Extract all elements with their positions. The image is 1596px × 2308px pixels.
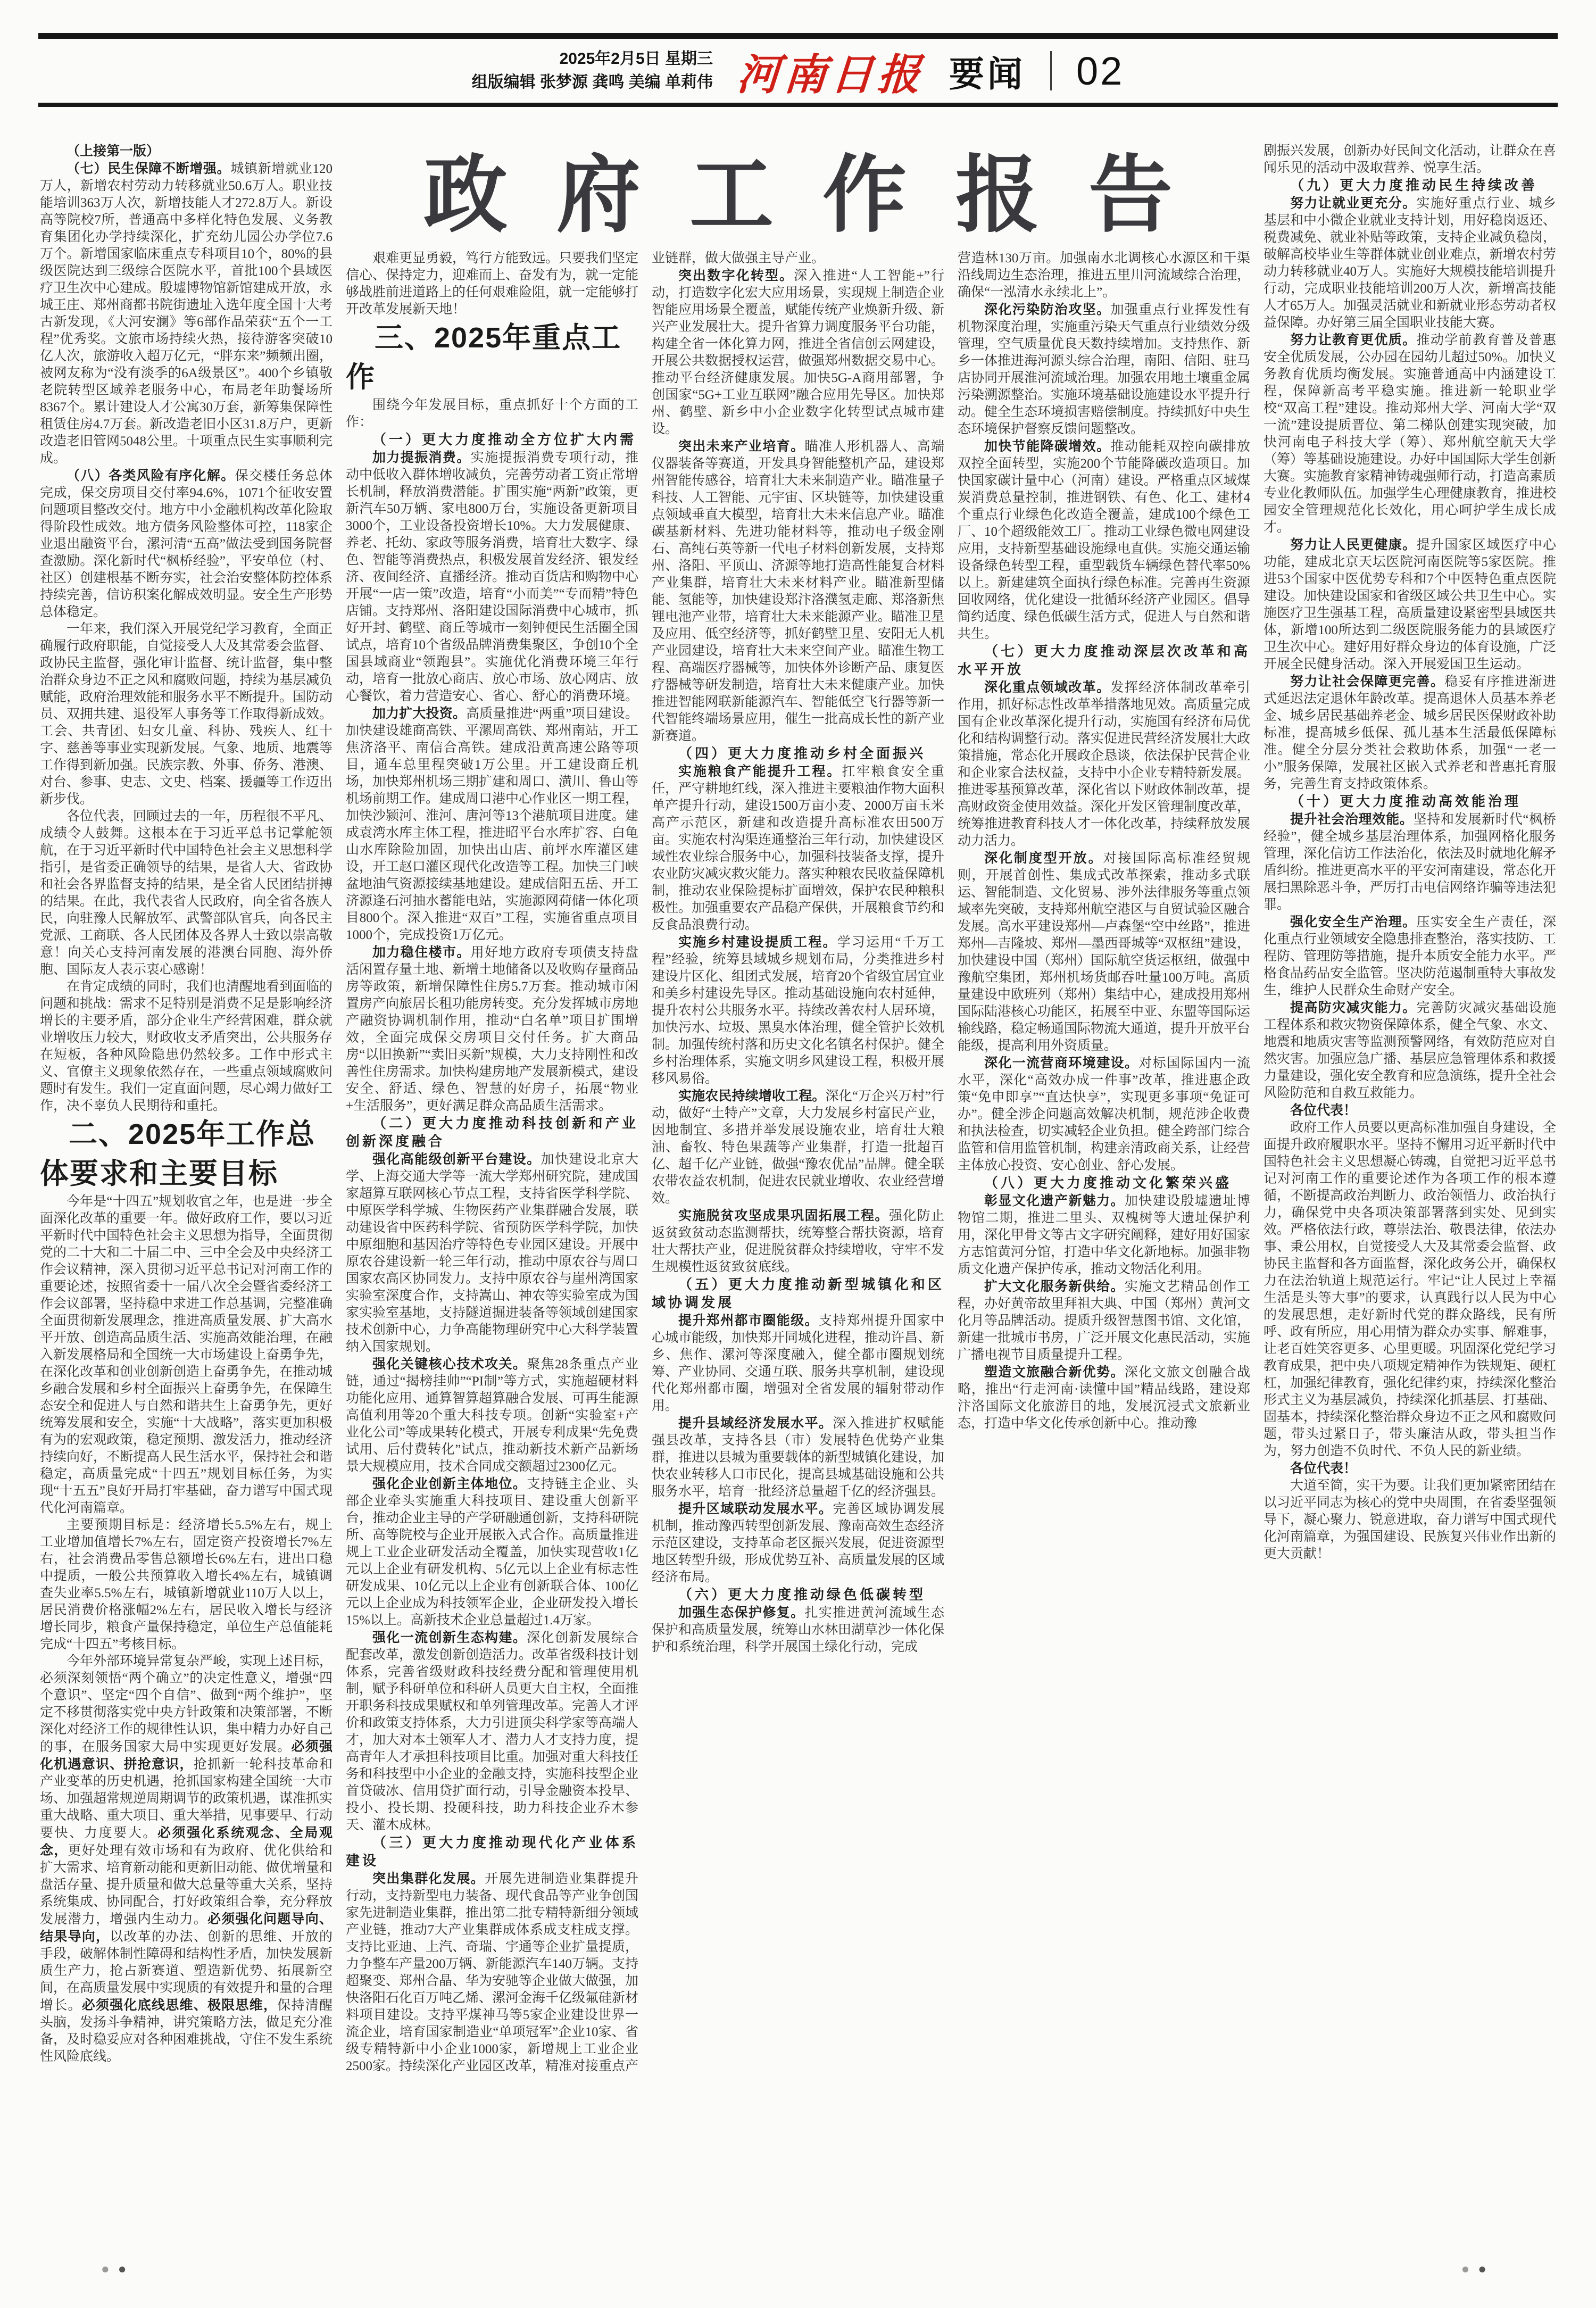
paragraph: [958, 1192, 1250, 1278]
section-heading: [346, 1834, 638, 1870]
paragraph: [1264, 1119, 1556, 1460]
paragraph: [346, 1151, 638, 1356]
body-text: （九）更大力度推动民生持续改善: [1290, 178, 1538, 193]
paragraph: [346, 1870, 638, 2075]
bold-lead: 强化安全生产治理。: [1290, 915, 1417, 929]
body-text: 一年来，我们深入开展党纪学习教育，全面正确履行政府职能，自觉接受人大及其常委会监督、政协民主监督，强化审计监督、统计监督，集中整治群众身边不正之风和腐败问题，持续为基层减负赋能，政府治理效能和服务水平不断提升。国防动员、双拥共建、退役军人事务等工作取得新成效。工会、共青团、妇女儿童、科协、残疾人、红十字、慈善等事业实现新发展。气象、地质、地震等工作得到新加强。民族宗教、外事、侨务、港澳、对台、参事、史志、文史、档案、援疆等工作迈出新步伐。: [40, 622, 332, 807]
body-text: 聚焦28条重点产业链，通过“揭榜挂帅”“PI制”等方式，实施超硬材料功能化应用、通算智算超算融合发展、可再生能源高值利用等20个重大科技专项。创新“实验室+产业化公司”等成果转化模式，开展专利成果“先免费试用、后付费转化”试点，推动新技术新产品新场景大规模应用，技术合同成交额超过2300亿元。: [346, 1357, 638, 1474]
paragraph: [346, 1629, 638, 1834]
paragraph: [40, 808, 332, 978]
body-text: 保持清醒头脑，发扬斗争精神，讲究策略方法，做足充分准备，及时稳妥应对各种困难挑战，守住不发生系统性风险底线。: [40, 1998, 332, 2064]
body-text: 用好地方政府专项债支持盘活闲置存量土地、新增土地储备以及收购存量商品房等政策，新增保障性住房5.7万套。推动城市闲置房产向旅居长租功能房转变。充分发挥城市房地产融资协调机制作用，推动“白名单”项目扩围增效，全面完成保交房项目交付任务。扩大商品房“以旧换新”“卖旧买新”规模，大力支持刚性和改善性住房需求。加快构建房地产发展新模式，建设安全、舒适、绿色、智慧的好房子，拓展“物业+生活服务”，更好满足群众高品质生活需求。: [346, 945, 638, 1113]
body-text: 稳妥有序推进渐进式延迟法定退休年龄改革。提高退休人员基本养老金、城乡居民基础养老金、城乡居民医保财政补助标准，提高城乡低保、孤儿基本生活最低保障标准。健全分层分类社会救助体系，加强“一老一小”服务保障，发展社区嵌入式养老和普惠托育服务，完善生育支持政策体系。: [1264, 675, 1556, 791]
section-heading: [652, 1586, 944, 1604]
paragraph: [958, 1364, 1250, 1432]
body-text: 业链群，做大做强主导产业。: [652, 251, 825, 265]
body-text: （一）更大力度推动全方位扩大内需: [372, 432, 637, 447]
body-text: 强化防止返贫致贫动态监测帮扶，统筹整合帮扶资源，培育壮大帮扶产业，促进脱贫群众持续增收，守牢不发生规模性返贫致贫底线。: [652, 1209, 944, 1274]
section-heading: [346, 431, 638, 449]
body-text: 支持郑州提升国家中心城市能级，加快郑开同城化进程，推动许昌、新乡、焦作、漯河等深度融入，健全都市圈规划统筹、产业协同、交通互联、服务共享机制，建设现代化郑州都市圈，增强对全省发展的辐射带动作用。: [652, 1314, 944, 1413]
body-text: 完善防灾减灾基础设施工程体系和救灾物资保障体系，健全气象、水文、地震和地质灾害等监测预警网络，有效防范应对自然灾害。加强应急广播、基层应急管理体系和救援力量建设，强化安全教育和应急演练，提升全社会风险防范和自救互救能力。: [1264, 1001, 1556, 1100]
paragraph: [652, 1415, 944, 1500]
body-text: （四）更大力度推动乡村全面振兴: [678, 746, 926, 761]
body-text: （八）更大力度推动文化繁荣兴盛: [984, 1175, 1232, 1191]
bold-lead: 扩大文化服务新供给。: [984, 1279, 1125, 1294]
bold-lead: 实施乡村建设提质工程。: [678, 935, 837, 950]
paragraph: [652, 1087, 944, 1207]
body-text: 深化文旅文创融合战略，推出“行走河南·读懂中国”精品线路，建设郑汴洛国际文化旅游目的地，发展沉浸式文旅新业态，打造中华文化传承创新中心。推动豫: [958, 1365, 1250, 1431]
bold-lead: 加力扩大投资。: [372, 706, 466, 721]
paragraph: [346, 1356, 638, 1475]
body-text: 加强重点行业挥发性有机物深度治理，实施重污染天气重点行业绩效分级管理，空气质量优良天数持续增加。支持焦作、新乡一体推进海河源头综合治理，南阳、信阳、驻马店协同开展淮河流域治理。加强农用地土壤重金属污染溯源整治。实施环境基础设施建设水平提升行动。健全生态环境损害赔偿制度。持续抓好中央生态环境保护督察反馈问题整改。: [958, 303, 1250, 436]
paragraph: [346, 1475, 638, 1629]
dot-icon: ●: [118, 2261, 135, 2277]
bold-lead: （八）各类风险有序化解。: [66, 468, 235, 483]
body-text: 今年是“十四五”规划收官之年，也是进一步全面深化改革的重要一年。做好政府工作，要以习近平新时代中国特色社会主义思想为指导，全面贯彻党的二十大和二十届二中、三中全会及中央经济工作会议精神，深入贯彻习近平总书记对河南工作的重要论述，按照省委十一届八次全会暨省委经济工作会议部署，坚持稳中求进工作总基调，完整准确全面贯彻新发展理念，推进高质量发展、扩大高水平开放、创造高品质生活、实施高效能治理，在融入新发展格局和全国统一大市场建设上奋勇争先，在深化改革和创业创新创造上奋勇争先，在推动城乡融合发展和乡村全面振兴上奋勇争先，在保障生态安全和促进人与自然和谐共生上奋勇争先，更好统筹发展和安全，实施“十大战略”，落实更加积极有为的宏观政策，稳定预期、激发活力，推动经济持续向好，不断提高人民生活水平，保持社会和谐稳定，高质量完成“十四五”规划目标任务，为实现“十五五”良好开局打牢基础，奋力谱写中国式现代化河南篇章。: [40, 1194, 332, 1515]
paragraph: [958, 1055, 1250, 1174]
paragraph: [1264, 536, 1556, 673]
bold-lead: 努力让人民更健康。: [1290, 537, 1417, 552]
body-text: 扎实推进黄河流域生态保护和高质量发展，统筹山水林田湖草沙一体化保护和系统治理，科学开展国土绿化行动，完成: [652, 1606, 944, 1654]
body-text: 今年外部环境异常复杂严峻，实现上述目标，必须深刻领悟“两个确立”的决定性意义，增强“四个意识”、坚定“四个自信”、做到“两个维护”，坚定不移贯彻落实党中央方针政策和决策部署，不断深化对经济工作的规律性认识，集中精力办好自己的事，在服务国家大局中实现更好发展。: [40, 1654, 332, 1754]
body-text: 完善区域协调发展机制，推动豫西转型创新发展、豫南高效生态经济示范区建设，支持革命老区振兴发展，促进资源型地区转型升级，形成优势互补、高质量发展的区域经济布局。: [652, 1502, 944, 1584]
bold-lead: 努力让社会保障更完善。: [1290, 674, 1445, 689]
bold-lead: 提升社会治理效能。: [1290, 812, 1414, 827]
editors-line: 组版编辑 张梦源 龚鸣 美编 单莉伟: [471, 73, 713, 91]
bold-lead: 突出数字化转型。: [678, 268, 794, 283]
bold-lead: 提高防灾减灾能力。: [1290, 1000, 1417, 1015]
body-text: 城镇新增就业120万人，新增农村劳动力转移就业50.6万人。职业技能培训363万人次，新增技能人才272.8万人。新设高等院校7所，普通高中多样化特色发展、义务教育集团化办学持续深化，扩充幼儿园公办学位7.6万个。新增国家临床重点专科项目10个，80%的县级医院达到三级综合医院水平，首批100个县域医疗卫生次中心建成。殷墟博物馆新馆建成开放，永城王庄、郑州商都书院街遗址入选年度全国十大考古新发现，《大河安澜》等6部作品荣获“五个一工程”优秀奖。文旅市场持续火热，接待游客突破10亿人次，旅游收入超万亿元，“胖东来”频频出圈，被网友称为“没有淡季的6A级景区”。400个乡镇敬老院转型区域养老服务中心，布局老年助餐场所8367个。累计建设人才公寓30万套，新筹集保障性租赁住房4.7万套。新改造老旧小区31.8万户，更新改造老旧管网5048公里。十项重点民生实事顺利完成。: [40, 162, 332, 466]
column-4: [958, 250, 1250, 2221]
body-text: 保交楼任务总体完成，保交房项目交付率94.6%，1071个征收安置问题项目整改交付。地方中小金融机构改革化险取得阶段性成效。地方债务风险整体可控，118家企业退出融资平台，漯河清“五高”做法受到国务院督查激励。深化新时代“枫桥经验”，平安单位（村、社区）创建根基不断夯实，社会治安整体防控体系持续完善，信访积案化解成效明显。安全生产形势总体稳定。: [40, 469, 332, 619]
body-text: 更好处理有效市场和有为政府、优化供给和扩大需求、培育新动能和更新旧动能、做优增量和盘活存量、提升质量和做大总量等重大关系，坚持系统集成、协同配合，打好政策组合拳，充分释放发展潜力，增强内生动力。: [40, 1844, 332, 1927]
body-text: 实施提振消费专项行动，推动中低收入群体增收减负，完善劳动者工资正常增长机制，释放消费潜能。扩围实施“两新”政策，更新汽车50万辆、家电800万台，实施设备更新项目3000个，工业设备投资增长10%。大力发展健康、养老、托幼、家政等服务消费，培育壮大数字、绿色、智能等消费热点，积极发展首发经济、银发经济、夜间经济、直播经济。推动百货店和购物中心开展“一店一策”改造，培育“小而美”“专而精”特色店铺。支持郑州、洛阳建设国际消费中心城市，抓好开封、鹤壁、商丘等城市一刻钟便民生活圈全国试点，培育10个省级品牌消费集聚区，争创10个全国县域商业“领跑县”。实施优化消费环境三年行动，培育一批放心商店、放心市场、放心网店、放心餐饮，着力营造安心、省心、舒心的消费环境。: [346, 451, 638, 703]
section-heading: [1264, 177, 1556, 195]
bold-lead: 努力让就业更充分。: [1290, 196, 1417, 211]
paragraph: [346, 397, 638, 431]
paragraph: [652, 1500, 944, 1586]
body-text: 各位代表，回顾过去的一年，历程很不平凡、成绩令人鼓舞。这根本在于习近平总书记掌舵领航，在于习近平新时代中国特色社会主义思想科学指引，是省委正确领导的结果，是省人大、省政协和社会各界监督支持的结果，是全省人民团结拼搏的结果。在此，我代表省人民政府，向全省各族人民，向驻豫人民解放军、武警部队官兵，向各民主党派、工商联、各人民团体及各界人士致以崇高敬意！向关心支持河南发展的港澳台同胞、海外侨胞、国际友人表示衷心感谢！: [40, 809, 332, 977]
paragraph: [40, 160, 332, 467]
paragraph: [958, 850, 1250, 1055]
body-text: 提升国家区域医疗中心功能，建成北京天坛医院河南医院等5家医院。推进53个国家中医优势专科和7个中医特色重点医院建设。加快建设国家和省级区域公共卫生中心。实施医疗卫生强基工程，高质量建设紧密型县域医共体，新增100所达到二级医院服务能力的县域医疗卫生次中心。建好用好群众身边的体育设施，广泛开展全民健身活动。深入开展爱国卫生运动。: [1264, 538, 1556, 671]
header-divider: [1050, 51, 1052, 90]
body-text: 推动学前教育普及普惠安全优质发展，公办园在园幼儿超过50%。加快义务教育优质均衡发展。实施普通高中内涵建设工程，保障新高考平稳实施。推进新一轮职业学校“双高工程”建设。推动郑州大学、河南大学“双一流”建设提质晋位、第二梯队创建实现突破，加快河南电子科技大学（筹）、郑州航空航天大学（筹）等基础设施建设。办好中国国际大学生创新大赛。实施教育家精神铸魂强师行动，打造高素质专业化教师队伍。加强学生心理健康教育，推进校园安全管理规范化长效化，用心呵护学生成长成才。: [1264, 333, 1556, 535]
bold-lead: 加力稳住楼市。: [372, 945, 471, 960]
bold-lead: 必须强化问题导向、结果导向，: [40, 1912, 332, 1944]
body-text: 对标国际国内一流水平，深化“高效办成一件事”改革，推进惠企政策“免申即享”“直达快享”，实现更多事项“免证可办”。健全涉企问题高效解决机制，规范涉企收费和执法检查，切实减轻企业负担。健全跨部门综合监管和信用监管机制，构建亲清政商关系，让经营主体放心投资、安心创业、舒心发展。: [958, 1056, 1250, 1173]
bold-lead: 深化制度型开放。: [984, 851, 1103, 866]
bold-lead: 提升区域联动发展水平。: [678, 1501, 833, 1516]
paragraph: [40, 621, 332, 808]
bold-lead: 深化污染防治攻坚。: [984, 302, 1111, 317]
body-text: 压实安全生产责任，深化重点行业领域安全隐患排查整治，落实技防、工程防、管理防等措施，提升本质安全能力水平。严格食品药品安全监管。坚决防范遏制重特大事故发生，维护人民群众生命财产安全。: [1264, 915, 1556, 998]
bold-lead: （上接第一版）: [66, 144, 160, 159]
body-text: 高质量推进“两重”项目建设。加快建设雄商高铁、平漯周高铁、郑州南站，开工焦济洛平、南信合高铁。建成沿黄高速公路等项目，通车总里程突破1万公里。开工建设商丘机场，加快郑州机场三期扩建和周口、潢川、鲁山等机场前期工作。建成周口港中心作业区一期工程，加快沙颍河、淮河、唐河等13个港航项目进度。建成袁湾水库主体工程，推进昭平台水库扩容、白龟山水库除险加固，加快出山店、前坪水库灌区建设，开工赵口灌区现代化改造等工程。加快三门峡盆地油气资源接续基地建设。建成信阳五岳、开工济源逢石河抽水蓄能电站，实施源网荷储一体化项目800个。深入推进“双百”工程，实施省重点项目1000个，完成投资1万亿元。: [346, 707, 638, 942]
dot-icon: ●: [1461, 2261, 1478, 2277]
body-text: 营造林130万亩。加强南水北调核心水源区和干渠沿线周边生态治理，推进五里川河流域综合治理，确保“一泓清水永续北上”。: [958, 251, 1250, 300]
section-heading: [652, 1276, 944, 1312]
body-text: 坚持和发展新时代“枫桥经验”，健全城乡基层治理体系，加强网格化服务管理，深化信访工作法治化，依法及时就地化解矛盾纠纷。推进更高水平的平安河南建设，常态化开展扫黑除恶斗争，严厉打击电信网络诈骗等违法犯罪。: [1264, 812, 1556, 912]
body-text: 学习运用“千万工程”经验，统筹县域城乡规划布局，分类推进乡村建设片区化、组团式发展，培育20个省级宜居宜业和美乡村建设先导区。推动基础设施向农村延伸，提升农村公共服务水平。持续改善农村人居环境，加快污水、垃圾、黑臭水体治理，健全管护长效机制。加强传统村落和历史文化名镇名村保护。健全乡村治理体系，实施文明乡风建设工程，积极开展移风易俗。: [652, 935, 944, 1086]
paragraph: [1264, 195, 1556, 331]
body-text: 大道至简，实干为要。让我们更加紧密团结在以习近平同志为核心的党中央周围，在省委坚强领导下，凝心聚力、锐意进取，奋力谱写中国式现代化河南篇章，为强国建设、民族复兴伟业作出新的更大贡献！: [1264, 1479, 1556, 1561]
dot-icon: ●: [101, 2261, 118, 2277]
paragraph: [40, 978, 332, 1115]
body-text: 对接国际高标准经贸规则，开展首创性、集成式改革探索，推动多式联运、智能制造、文化贸易、涉外法律服务等重点领域率先突破，支持郑州航空港区与自贸试验区融合发展。高水平建设郑州—卢森堡“空中丝路”，推进郑州—吉隆坡、郑州—墨西哥城等“双枢纽”建设，加快建设中国（郑州）国际航空货运枢纽，做强中豫航空集团，郑州机场货邮吞吐量100万吨。高质量建设中欧班列（郑州）集结中心，建成投用郑州国际陆港核心功能区，拓展至中亚、东盟等国际运输线路，稳定畅通国际物流大通道，提升开放平台能级，提高利用外资质量。: [958, 851, 1250, 1053]
article-title: 政府工作报告: [423, 148, 1221, 242]
section-label: 要闻: [949, 54, 1026, 94]
bold-lead: 塑造文旅融合新优势。: [984, 1365, 1125, 1380]
bold-lead: 突出未来产业培育。: [678, 439, 805, 454]
paragraph: [1264, 999, 1556, 1102]
bold-lead: （七）民生保障不断增强。: [66, 161, 231, 176]
bold-lead: 必须强化机遇意识、拼抢意识，: [40, 1739, 332, 1772]
bold-lead: 实施农民持续增收工程。: [678, 1089, 826, 1103]
paragraph: [958, 679, 1250, 850]
bold-lead: 实施粮食产能提升工程。: [678, 764, 842, 779]
paragraph: [958, 1278, 1250, 1364]
paragraph: [958, 301, 1250, 438]
body-text: 主要预期目标是：经济增长5.5%左右，规上工业增加值增长7%左右，固定资产投资增长7%左右，社会消费品零售总额增长6%左右，进出口稳中提质，一般公共预算收入增长4%左右，城镇调查失业率5.5%左右，城镇新增就业110万人以上，居民消费价格涨幅2%左右，居民收入增长与经济增长同步，粮食产量保持稳定，单位生产总值能耗完成“十四五”考核目标。: [40, 1518, 332, 1651]
paragraph: [1264, 1102, 1556, 1119]
section-heading: [346, 1115, 638, 1151]
body-text: 发挥经济体制改革牵引作用，抓好标志性改革举措落地见效。高质量完成国有企业改革深化提升行动，实施国有经济布局优化和结构调整行动。落实促进民营经济发展壮大政策措施，常态化开展政企恳谈，依法保护民营企业和企业家合法权益，支持中小企业专精特新发展。推进零基预算改革，深化省以下财政体制改革，提高财政资金使用效益。深化开发区管理制度改革，统筹推进教育科技人才一体化改革，持续释放发展动力活力。: [958, 680, 1250, 848]
bold-lead: 加快节能降碳增效。: [984, 439, 1111, 454]
body-text: 三、2025年重点工作: [346, 322, 622, 393]
bold-lead: 各位代表！: [1290, 1461, 1357, 1476]
paragraph: [1264, 914, 1556, 999]
bold-lead: 努力让教育更优质。: [1290, 333, 1417, 347]
body-text: 深入推进扩权赋能强县改革，支持各县（市）发展特色优势产业集群，推进以县城为重要载体的新型城镇化建设，加快农业转移人口市民化，提高县城基础设施和公共服务水平，培育一批经济总量超千亿的经济强县。: [652, 1416, 944, 1499]
bold-lead: 强化一流创新生态构建。: [372, 1630, 527, 1645]
masthead-logo: 河南日报: [735, 49, 926, 99]
bold-lead: 提升县域经济发展水平。: [678, 1416, 833, 1431]
paragraph: [652, 250, 944, 267]
bold-lead: 强化关键核心技术攻关。: [372, 1357, 527, 1372]
section-heading: [1264, 793, 1556, 811]
paragraph: [652, 1207, 944, 1276]
bold-lead: 必须强化系统观念、全局观念，: [40, 1825, 332, 1858]
bold-lead: 彰显文化遗产新魅力。: [984, 1193, 1125, 1208]
body-text: 以改革的办法、创新的思维、开放的手段，破解体制性障碍和结构性矛盾，加快发展新质生产力，抢占新赛道、塑造新优势、拓展新空间，在高质量发展中实现质的有效提升和量的合理增长。: [40, 1930, 332, 2013]
paragraph: [346, 944, 638, 1115]
bold-lead: 提升郑州都市圈能级。: [678, 1313, 819, 1328]
paragraph: [346, 250, 638, 318]
paragraph: [652, 1604, 944, 1656]
paragraph: [652, 438, 944, 745]
body-text: 在肯定成绩的同时，我们也清醒地看到面临的问题和挑战：需求不足特别是消费不足是影响经济增长的主要矛盾，部分企业生产经营困难，群众就业增收压力较大，财政收支矛盾突出，公共服务存在短板，各种风险隐患仍然较多。工作中形式主义、官僚主义现象依然存在，一些重点领域腐败问题时有发生。我们一定直面问题，尽心竭力做好工作，决不辜负人民期待和重托。: [40, 979, 332, 1113]
paragraph: [1264, 143, 1556, 177]
paragraph: [652, 1312, 944, 1415]
page-number: 02: [1076, 48, 1125, 93]
bold-lead: 各位代表！: [1290, 1103, 1357, 1118]
column-1: [40, 143, 332, 2221]
paragraph: [1264, 1460, 1556, 1477]
column-2: [346, 250, 638, 2221]
paragraph: [40, 143, 332, 160]
paragraph: [346, 449, 638, 705]
paragraph: [1264, 673, 1556, 793]
section-heading: [40, 1115, 332, 1193]
section-heading: [346, 318, 638, 397]
body-text: 实施好重点行业、城乡基层和中小微企业就业支持计划，用好稳岗返还、税费减免、就业补贴等政策，支持企业减负稳岗，破解高校毕业生等群体就业创业难点，新增农村劳动力转移就业40万人。实施好大规模技能培训提升行动，完成职业技能培训200万人次，新增高技能人才65万人。加强灵活就业和新就业形态劳动者权益保障。办好第三届全国职业技能大赛。: [1264, 196, 1556, 330]
body-text: （十）更大力度推动高效能治理: [1290, 794, 1522, 809]
paragraph: [1264, 331, 1556, 536]
body-text: 开展先进制造业集群提升行动，支持新型电力装备、现代食品等产业争创国家先进制造业集群，推出第二批专精特新细分领域产业链，推动7大产业集群成体系成支柱成支撑。支持比亚迪、上汽、奇瑞、宇通等企业扩量提质，力争整车产量200万辆、新能源汽车140万辆。支持超聚变、郑州合晶、华为安驰等企业做大做强，加快洛阳石化百万吨乙烯、漯河金海千亿级氟硅新材料项目建设。支持平煤神马等5家企业建设世界一流企业，培育国家制造业“单项冠军”企业10家、省级专精特新中小企业1000家，新增规上工业企业2500家。持续深化产业园区改革，精准对接重点产: [346, 1872, 638, 2073]
body-text: （三）更大力度推动现代化产业体系建设: [346, 1835, 638, 1869]
body-text: 政府工作人员要以更高标准加强自身建设，全面提升政府履职水平。坚持不懈用习近平新时代中国特色社会主义思想凝心铸魂，自觉把习近平总书记对河南工作的重要论述作为各项工作的根本遵循，不断提高政治判断力、政治领悟力、政治执行力，确保党中央各项决策部署落到实处、见到实效。严格依法行政，尊崇法治、敬畏法律，依法办事、秉公用权，自觉接受人大及其常委会监督、政协民主监督和各方面监督，深化政务公开，确保权力在法治轨道上规范运行。牢记“让人民过上幸福生活是头等大事”的要求，认真践行以人民为中心的发展思想，走好新时代党的群众路线，民有所呼、政有所应，用心用情为群众办实事、解难事，让老百姓笑容更多、心里更暖。巩固深化党纪学习教育成果，把中央八项规定精神作为铁规矩、硬杠杠，加强纪律教育，强化纪律约束，持续深化整治形式主义为基层减负，持续深化抓基层、打基础、固基本，持续深化整治群众身边不正之风和腐败问题，带头过紧日子，带头廉洁从政，带头担当作为，努力创造不负时代、不负人民的新业绩。: [1264, 1120, 1556, 1458]
paragraph: [652, 763, 944, 934]
paragraph: [652, 267, 944, 438]
body-text: 瞄准人形机器人、高端仪器装备等赛道，开发具身智能整机产品，建设郑州智能传感谷，培育壮大未来制造产业。瞄准量子科技、人工智能、元宇宙、区块链等，加快建设重点领域垂直大模型，培育壮大未来信息产业。瞄准碳基新材料、先进功能材料等，推动电子级金刚石、高纯石英等新一代电子材料创新发展，支持郑州、洛阳、平顶山、济源等地打造高性能复合材料产业集群，培育壮大未来材料产业。瞄准新型储能、氢能等，加快建设郑汴洛濮氢走廊、郑洛新焦锂电池产业带，培育壮大未来能源产业。瞄准卫星及应用、低空经济等，抓好鹤壁卫星、安阳无人机产业园建设，培育壮大未来空间产业。瞄准生物工程、高端医疗器械等，加快体外诊断产品、康复医疗器械等研发制造，培育壮大未来健康产业。加快推进智能网联新能源汽车、智能低空飞行器等新一代智能终端场景应用，催生一批高成长性的新产业新赛道。: [652, 439, 944, 743]
body-text: （五）更大力度推动新型城镇化和区域协调发展: [652, 1277, 944, 1310]
paragraph: [958, 250, 1250, 301]
body-text: （二）更大力度推动科技创新和产业创新深度融合: [346, 1116, 638, 1149]
body-text: 扛牢粮食安全重任，严守耕地红线，深入推进主要粮油作物大面积单产提升行动，建设1500万亩小麦、2000万亩玉米高产示范区，新建和改造提升高标准农田500万亩。实施农村沟渠连通整治三年行动，加快建设区域性农业综合服务中心，加强科技装备支撑，提升农业防灾减灾救灾能力。落实种粮农民收益保障机制，推动农业保险提标扩面增效，保护农民种粮积极性。加强重要农产品稳产保供，开展粮食节约和反食品浪费行动。: [652, 765, 944, 932]
section-heading: [958, 643, 1250, 679]
body-text: 加快建设北京大学、上海交通大学等一流大学郑州研究院，建成国家超算互联网核心节点工程，支持省医学科学院、中原医学科学城、生物医药产业集群融合发展，联动建设省中医药科学院、省预防医学科学院，加快中原细胞和基因治疗等特色专业园区建设。开展中原农谷建设新一轮三年行动，推动中原农谷与周口国家农高区协同发力。支持中原农谷与崖州湾国家实验室深度合作，支持嵩山、神农等实验室成为国家实验室基地，支持隧道掘进装备等领域创建国家技术创新中心，力争高能物理研究中心大科学装置纳入国家规划。: [346, 1152, 638, 1354]
paragraph: [40, 467, 332, 621]
body-text: 剧振兴发展，创新办好民间文化活动，让群众在喜闻乐见的活动中汲取营养、悦享生活。: [1264, 144, 1556, 175]
body-text: 艰难更显勇毅，笃行方能致远。只要我们坚定信心、保持定力，迎难而上、奋发有为，就一定能够战胜前进道路上的任何艰难险阻，就一定能够打开改革发展新天地！: [346, 251, 638, 317]
paragraph: [1264, 1477, 1556, 1563]
bold-lead: 必须强化底线思维、极限思维，: [81, 1998, 278, 2013]
bold-lead: 强化企业创新主体地位。: [372, 1476, 527, 1491]
bold-lead: 强化高能级创新平台建设。: [372, 1152, 541, 1167]
body-text: 支持链主企业、头部企业牵头实施重大科技项目、建设重大创新平台，推动企业主导的产学研融通创新，支持科研院所、高等院校与企业开展嵌入式合作。高质量推进规上工业企业研发活动全覆盖，加快实现营收1亿元以上企业有研发机构、5亿元以上企业有标志性研发成果、10亿元以上企业有创新联合体、100亿元以上企业成为科技领军企业，企业研发投入增长15%以上。高新技术企业总量超过1.4万家。: [346, 1477, 638, 1628]
section-heading: [958, 1174, 1250, 1192]
column-5: [1264, 143, 1556, 2221]
page-header: [38, 33, 1558, 107]
body-text: （六）更大力度推动绿色低碳转型: [678, 1587, 926, 1603]
section-heading: [652, 745, 944, 763]
paragraph: [958, 438, 1250, 643]
bold-lead: 加强生态保护修复。: [678, 1605, 805, 1620]
body-text: 深化“万企兴万村”行动，做好“土特产”文章，大力发展乡村富民产业，因地制宜、多措并举发展设施农业，培育壮大粮油、畜牧、特色果蔬等产业集群，打造一批超百亿、超千亿产业链，做强“豫农优品”品牌。健全联农带农益农机制，促进农民就业增收、农业经营增效。: [652, 1089, 944, 1206]
body-text: 加快建设殷墟遗址博物馆二期，推进二里头、双槐树等大遗址保护利用，深化甲骨文等古文字研究阐释，建好用好国家方志馆黄河分馆，打造中华文化新地标。加强非物质文化遗产保护传承，推动文物活化利用。: [958, 1194, 1250, 1276]
body-text: 抢抓新一轮科技革命和产业变革的历史机遇，抢抓国家构建全国统一大市场、加强超常规逆周期调节的政策机遇，谋准抓实重大战略、重大项目、重大举措，见事要早、行动要快、力度要大。: [40, 1757, 332, 1840]
bold-lead: 深化一流营商环境建设。: [984, 1056, 1139, 1070]
paragraph: [40, 1193, 332, 1517]
date-line: 2025年2月5日 星期三: [559, 50, 713, 68]
header-date-block: [472, 47, 713, 94]
dot-icon: ●: [1478, 2261, 1495, 2277]
paragraph: [40, 1653, 332, 2065]
body-text: 深入推进“人工智能+”行动，打造数字化宏大应用场景，实现规上制造企业智能应用场景全覆盖，赋能传统产业焕新升级、新兴产业发展壮大。提升省算力调度服务平台功能，构建全省一体化算力网，推进全省信创云网建设，开展公共数据授权运营，做强郑州数据交易中心。推动平台经济健康发展。加快5G-A商用部署，争创国家“5G+工业互联网”融合应用先导区。加快郑州、鹤壁、新乡中小企业数字化转型试点城市建设。: [652, 269, 944, 436]
bold-lead: 深化重点领域改革。: [984, 680, 1111, 695]
body-text: 二、2025年工作总体要求和主要目标: [40, 1118, 316, 1190]
bold-lead: 实施脱贫攻坚成果巩固拓展工程。: [678, 1208, 889, 1223]
paragraph: [346, 705, 638, 944]
footer-dots-left: [101, 2261, 135, 2277]
body-text: 实施文艺精品创作工程，办好黄帝故里拜祖大典、中国（郑州）黄河文化月等品牌活动。提质升级智慧图书馆、文化馆，新建一批城市书房，广泛开展文化惠民活动，实施广播电视节目质量提升工程。: [958, 1280, 1250, 1362]
body-text: 推动能耗双控向碳排放双控全面转型，实施200个节能降碳改造项目。加快国家碳计量中心（河南）建设。严格重点区域煤炭消费总量控制，推进钢铁、有色、化工、建材4个重点行业绿色化改造全覆盖，建成100个绿色工厂、10个超级能效工厂。推动工业绿色微电网建设应用，支持新型基础设施绿电直供。实施交通运输设备绿色转型工程，重型载货车辆绿色替代率50%以上。新建建筑全面执行绿色标准。完善再生资源回收网络，优化建设一批循环经济产业园区。倡导简约适度、绿色低碳生活方式，促进人与自然和谐共生。: [958, 439, 1250, 641]
footer-dots-right: [1461, 2261, 1495, 2277]
body-text: （七）更大力度推动深层次改革和高水平开放: [958, 644, 1250, 677]
body-text: 围绕今年发展目标，重点抓好十个方面的工作：: [346, 398, 638, 429]
bold-lead: 突出集群化发展。: [372, 1871, 485, 1886]
paragraph: [1264, 811, 1556, 914]
paragraph: [40, 1517, 332, 1653]
bold-lead: 加力提振消费。: [372, 450, 471, 465]
column-3: [652, 250, 944, 2221]
body-text: 深化创新发展综合配套改革，激发创新创造活力。改革省级科技计划体系，完善省级财政科技经费分配和管理使用机制，赋予科研单位和科研人员更大自主权，全面推开职务科技成果赋权和单列管理改革。完善人才评价和政策支持体系，大力引进顶尖科学家等高端人才，加大对本土领军人才、潜力人才支持力度，提高青年人才承担科技项目比重。加强对重大科技任务和科技型中小企业的金融支持，实施科技型企业首贷破冰、信用贷扩面行动，引导金融资本投早、投小、投长期、投硬科技，助力科技企业乔木参天、灌木成林。: [346, 1631, 638, 1832]
paragraph: [652, 934, 944, 1087]
